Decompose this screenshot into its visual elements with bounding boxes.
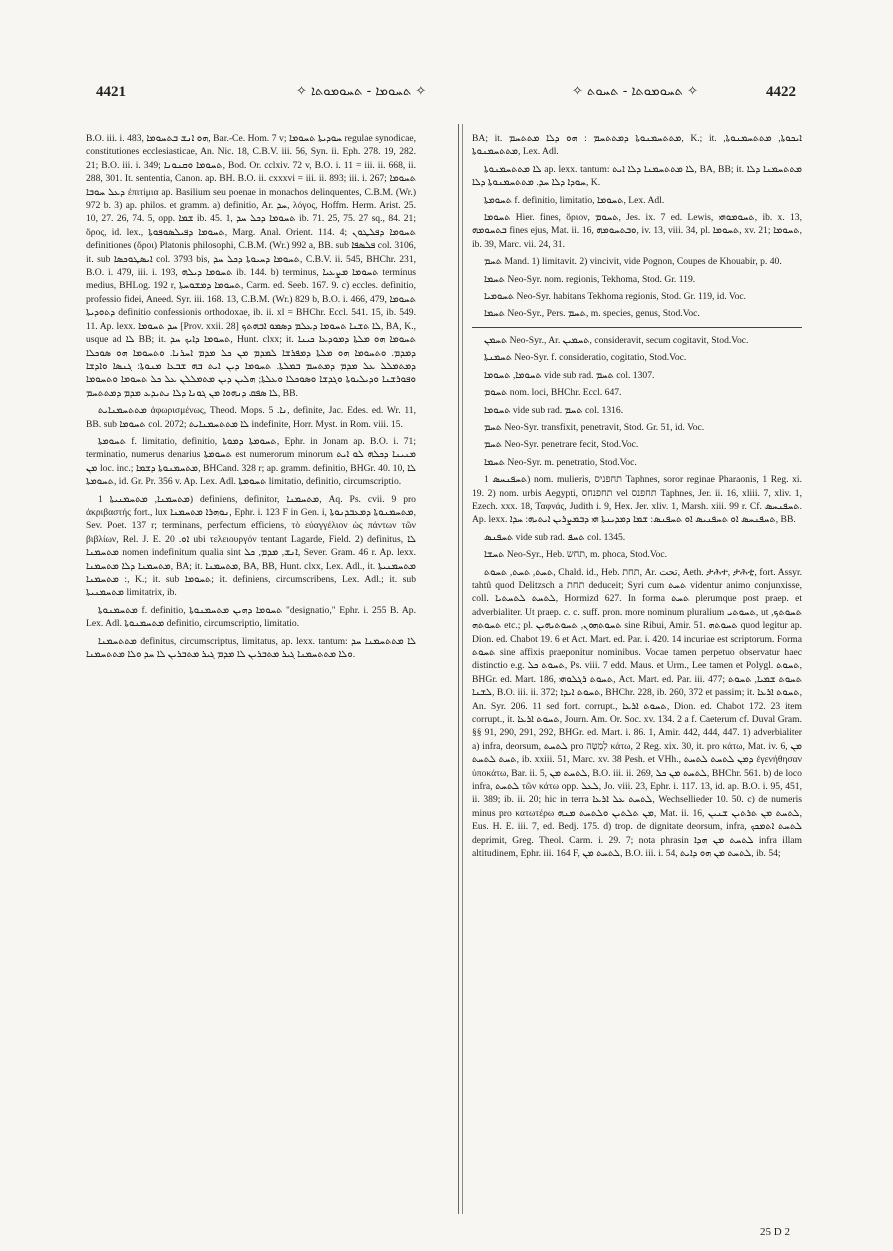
dictionary-entry: ܬܚܡ Neo-Syr. penetrare fecit, Stod.Voc. [484,439,639,451]
column-divider-inner [462,124,463,1214]
page-header [96,84,796,114]
dictionary-entry: ܬܚܦܢܣ vide sub rad. ܬܚܦ col. 1345. [484,531,626,543]
left-page-number: 4421 [96,84,126,100]
dictionary-entry: ܬܚܡܐ Neo-Syr. nom. regionis, Tekhoma, Stod. Gr. 119. [484,273,696,285]
dictionary-entry: ܬܚܦܢܚܣ 1) nom. mulieris, תחפניס Taphnes, soror reginae Pharaonis, 1 Reg. xi. 19. 2) nom. urbis Aegypti, תחפנחס vel תחפנס Taphnes, Jer. ii. 16, xliii. 7, xliv. 1, Ezech. xxx. 18, Ταφνάς, Judith i. 9, Hex. Jer. xliv. 1, Marsh. xiii. 99 r. Cf. ܬܚܦܢܚܣ. Ap. lexx. ܬܚܦܢܚܣ ܐܘ ܬܚܦܢܝܣ ܐܘ ܬܚܦܢܣ: ܫܡܐ ܕܡܕܝܢܬܐ ܗܝ ܕܒܡܨܪܝܢ ܐܝܬܝܗ: ܚܕܐ, BB. [472,474,802,526]
dictionary-entry: ܬܚܡܢܬܐ Neo-Syr. f. consideratio, cogitatio, Stod.Voc. [484,352,687,364]
dictionary-entry: ܡܬܬܚܡܢܐܝܬ ἀφωρισμένως, Theod. Mops. ܢܐ. 5, definite, Jac. Edes. ed. Wr. 11, BB. sub ܬܚܘܡܐ col. 2072; ܠܐ ܡܬܬܚܡܢܐܝܬ indefinite, Horr. Myst. in Rom. viii. 15. [86,405,416,430]
signature-mark: 25 D 2 [760,1226,790,1238]
dictionary-entry: ܬܚܘܡܐ Hier. fines, ὅριον, ܬܚܘܡ, Jes. ix. 7 ed. Lewis, ܬܚܘܡܘܗܝ, ib. x. 13, ܒܬܚܘܡܗ fines ejus, Mat. ii. 16, ܘܒܬܚܘܡܗ, iv. 13, viii. 34, pl. ܬܚܘܡܐ, xv. 21; ܬܚܘܡܐ, ib. 39, Marc. vii. 24, 31. [472,212,802,250]
left-running-head: ✧ ܬܚܘܡܐ - ܬܚܘܡܘܬܐ ✧ [296,84,427,99]
dictionary-entry: ܬܚܡܐ Neo-Syr. m. penetratio, Stod.Voc. [484,456,637,468]
right-page-number: 4422 [766,84,796,100]
right-running-head: ✧ ܬܚܘܡܘܬܐ - ܬܚܘܬ ✧ [572,84,698,99]
dictionary-entry: ܬܚܡܐ Neo-Syr., Pers. ܬܚܡ, m. species, genus, Stod.Voc. [484,308,700,320]
dictionary-entry: ܠܐ ܡܬܬܚܡܢܘܬܐ ap. lexx. tantum: ܠܐ ܡܬܬܚܡܢܐ ܕܠܐ ܐܝܬ, BA, BB; it. ܡܬܬܚܡܢܐ ܕܠܐ ܚܘܕܐ ܕܠܐ ܚܕ. ܡܬܬܚܡܢܘܬܐ ܕܠܐ, K. [472,163,802,189]
dictionary-entry: ܬܚܘܡ nom. loci, BHChr. Eccl. 647. [484,387,622,399]
dictionary-entry: ܬܚܘܡܬܐ f. limitatio, definitio, ܬܚܘܡܬܐ ܕܡܘܬܐ, Ephr. in Jonam ap. B.O. i. 71; terminatio, numerus denarius ܬܚܘܡܬܐ est numerorum minorum ܡܢܝܢܐ ܕܟܠܗ ܠܘ ܐܝܬ ܡܢ loc. inc.; ܡܬܚܡܢܘܬܐ ܕܫܡܐ, BHCand. 328 r; ap. gramm. definitio, BHGr. 40. 10, ܠܐ ܬܚܘܡܬܐ, id. Gr. Pr. 356 v. Ap. Lex. Adl. ܬܚܘܡܬܐ limitatio, definitio, circumscriptio. [86,435,416,488]
dictionary-entry: ܡܬܚܡܢܘܬܐ f. definitio, ܬܚܘܡܐ ܕܗܝܢ ܡܬܚܡܢܘܬܐ "designatio," Ephr. i. 255 B. Ap. Lex. Adl. ܡܬܚܡܢܘܬܐ definitio, circumscriptio, limitatio. [86,604,416,630]
left-column [86,132,416,1202]
column-divider [458,124,459,1214]
section-rule [472,327,802,328]
dictionary-entry: B.O. iii. i. 483, ܗܘ ܐܢܫ ܒܬܚܘܡܐ, Bar.-Ce. Hom. 7 v; ܚܘܕܝܬܐ ܬܚܘܡܐ regulae synodicae, constitutiones ecclesiasticae, An. Nic. 18, C.B.V. iii. 56, Syn. ii. Eph. 278. 19, 282. 21; B.O. iii. i. 349; ܬܚܘܡܐ ܘܩܢܘܢܐ, Bod. Or. cclxiv. 72 v, B.O. i. 11 = iii. ii. 668, ii. 288, 301. It. sententia, Canon. ap. BH. B.O. ii. cxxxvi = iii. ii. 893; iii. i. 267; ܬܚܘܡܐ ܕܥܠ ܚܘܒܐ ἐπιτίμια ap. Basilium seu poenae in monachos delinquentes, C.B.M. (Wr.) 972 b. 3) ap. philos. et gramm. a) definitio, Ar. ܚܕ, λόγος, Hoffm. Herm. Arist. 25. 10, 27. 26, 74. 5, opp. ܫܡܐ ib. 45. 1, ܬܚܘܡܐ ܕܟܠ ܚܕ ib. 71. 25, 75. 27 sq., 84. 21; ὅρος, id. lex., ܬܚܘܡܐ ܕܦܝܠܣܘܦܘܬܐ, Marg. Anal. Orient. 114. 4; ܬܚܘܡܐ ܕܦܠܛܘܢ definitiones (ὅροι) Platonis philosophi, C.B.M. (Wr.) 992 a, BB. sub ܦܠܣܦܐ col. 3106, it. sub ܐܝܣܛܘܟܣܐ col. 3793 bis, ܬܚܘܡܐ ܕܚܝܘܬܐ ܕܟܠ ܚܕ, C.B.V. ii. 545, BHChr. 231, B.O. i. 479, iii. i. 193, ܬܚܘܡܐ ܕܝܠܗ ib. 144. b) terminus, ܬܚܘܡܐ ܡܨܥܝܐ terminus medius, BHLog. 192 r, ܬܚܘܡܐ ܕܡܫܘܚܬܐ, Carm. ed. Seeb. 167. 9. c) eccles. definitio, professio fidei, Aneed. Syr. iii. 168. 13, C.B.M. (Wr.) 829 b, B.O. i. 466, 479, ܬܚܘܡܐ ܕܬܘܕܝܬܐ definitio confessionis orthodoxae, ib. ii. xl = BHChr. Eccl. 541. 15, ib. 549. 11. Ap. lexx. ܚܕ ܬܚܘܡܐ [Prov. xxii. 28] ܠܐ ܬܫܢܐ ܬܚܘܡܐ ܕܥܠܡ ܕܣܡܘ ܐܒܗܬܟ, BA, K., usque ad ܠܐ BB; it. ܬܚܘܡܐ ܕܐܝܟ ܚܕ, Hunt. clxx; it. ܬܚܘܡܐ ܗܘ ܡܠܬܐ ܕܡܘܕܥܐ ܟܝܢܐ ܕܡܕܡ. ܘܬܚܘܡܐ ܗܘ ܡܠܬܐ ܕܡܦܪܫܐ ܠܡܕܡ ܡܢ ܟܠ ܡܕܡ ܐܚܪܢܐ. ܘܬܚܘܡܐ ܗܘ ܣܘܟܠܐ ܕܡܬܡܠܠ ܥܠ ܡܕܡ ܕܡܬܚܡ ܒܡܠܬܐ. ܬܚܘܡܐ ܕܝܢ ܐܝܬ ܒܗ ܫܒܥܐ ܡܢܘܬܐ: ܓܢܣܐ ܘܐܕܫܐ ܘܦܘܪܫܢܐ ܘܕܝܠܝܘܬܐ ܘܓܕܫܐ ܘܣܘܟܠܐ ܘܥܠܬܐ; ܗܠܝܢ ܕܝܢ ܡܬܡܠܠܢ ܥܠ ܟܠ ܬܚܘܡܐ ܘܬܚܘܡܐ ܠܐ ܣܦܩ ܕܢܗܘܐ ܡܢ ܓܘܢܐ ܕܠܐ ܢܬܝܕܥ ܡܕܡ ܕܡܬܬܚܡ, BB. [86,133,416,399]
dictionary-entry: ܬܚܬ, ܬܚܬ, ܬܚܘܬ, Chald. id., Heb. תחת, Ar. تحت, Aeth. ታሕተ, ታሕቲ, fort. Assyr. tahtû quod Delitzsch a תחת deduceit; Syri cum ܬܚܬ videntur animo conjunxisse, coll. ܠܬܚܬ ܠܬܚܬܝܐ, Hormizd 627. In forma ܬܚܬ plerumque post praep. et adverbialiter. Ut praep. c. c. suff. pron. more nominum pluralium ܬܚܘܬܝ, ut ܬܚܘܬܟ, ܬܚܘܬܗ etc.; pl. ܬܚܘܬܗܘܢ, ܬܚܘܬܝܗܝܢ sine Ribui, Amir. 51. ܬܚܘܬܗ quod legitur ap. Dion. ed. Chabot 19. 6 et Act. Mart. ed. Par. i. 420. 14 incuriae est scriptorum. Forma ܬܚܘܬ sine affixis praeponitur nominibus. Vocae tamen perpetuo observatur haec distinctio e.g. ܬܚܘܬ ܟܠ, Ps. viii. 7 edd. Maus. et Urm., Lee tamen et Polygl. ܬܚܘܬ, BHGr. ed. Mart. 186, ܬܚܘܬ ܪܓܠܘܗܝ, Act. Mart. ed. Par. iii. 477; ܬܚܘܬ ܫܡܝܐ, ܬܚܘܬ ܠܫܢܐ, B.O. iii. ii. 372; ܬܚܘܬ ܐܝܕܐ, BHChr. 228, ib. 260, 372 et passim; it. ܬܚܘܬ ܐܪܥܐ, An. Syr. 206. 11 sed fort. corrupt., ܬܚܘܬ ܐܪܥܐ, Dion. ed. Chabot 172. 23 item corrupt., it. ܬܚܘܬ ܐܪܥܐ, Journ. Am. Or. Soc. xv. 134. 2 a f. Caeterum cf. Duval Gram. §§ 91, 290, 291, 292, BHGr. ed. Mart. i. 86. 1, Amir. 442, 444, 447. 1) adverbialiter a) infra, deorsum, ܠܬܚܬ pro לְמַטָּה κάτω, 2 Reg. xix. 30, it. pro κάτω, Mat. iv. 6, ܡܢ ܬܚܬ ܠܬܚܬ, ib. xxiii. 51, Marc. xv. 38 Pesh. et VHh., ܕܡܢ ܠܬܚܬ ܠܬܚܬ ἐγενήθησαν ὑποκάτω, Bar. ii. 5, ܠܬܚܬ ܡܢ, B.O. iii. ii. 269, ܠܬܚܬ ܡܢ ܟܠ, BHChr. 561. b) de loco infra, ܠܬܚܬ τῶν κάτω opp. ܠܥܠ, Jo. viii. 23, Ephr. i. 117. 13, id. ap. B.O. i. 95, 451, ii. 389; ib. ii. 20; hic in terra ܠܬܚܬ ܥܠ ܐܪܥܐ, Wechsellieder 10. 50. c) de numeris minus pro κατωτέρω ܡܢ ܬܠܬܝܢ ܘܠܬܚܬ ܡܢܗ, Mat. ii. 16, ܠܬܚܬ ܡܢ ܬܪܬܝܢ ܫܢܝܢ, Eus. H. E. iii. 7, ed. Bedj. 175. d) trop. de dignitate deorsum, infra, ܠܬܚܬ ܐܬܡܟܟ deprimit, Greg. Theol. Carm. i. 29. 7; nota phrasin ܠܬܚܬ ܡܢ ܗܕܐ infra illam altitudinem, Ephr. iii. 164 F, ܠܬܚܬ ܡܢ, B.O. iii. i. 54, ܠܬܚܬ ܡܢ ܗܘ ܕܐܝܬ, ib. 54; [472,566,802,860]
dictionary-entry: ܬܚܘܡܐ vide sub rad. ܬܚܡ col. 1316. [484,404,624,416]
dictionary-entry: ܬܚܘܡܐ, ܬܚܘܡܐ vide sub rad. ܬܚܡ col. 1307. [484,369,655,381]
dictionary-entry: ܡܬܚܡܢܐ, ܡܬܚܡܢܝܬܐ 1) definiens, definitor, ܡܬܚܡܢܐ, Aq. Ps. cvii. 9 pro ἀκριβαστής fort., lux ܢܘܗܪܐ ܡܬܚܡܢܐ, Ephr. i. 123 F in Gen. i, ܡܬܚܡܢܘܬܐ ܕܡܥܒܕܢܘܬܐ, Sev. Poet. 137 r; terminans, perfectum efficiens, τὸ εὐαγγέλιον ὡς πάντων τῶν βιβλίων, Rel. J. E. ܐܘ. 20 ubi τελειουργόν tentant Lagarde, Field. 2) definitus, ܠܐ ܡܬܚܡܢܐ nomen indefinitum qualia sint ܐܢܫ, ܡܕܡ, ܟܠ, Sever. Gram. 46 r. Ap. lexx. ܡܬܚܡܢܐ ܕܠܐ ܡܬܚܡܢܐ, BA; it. ܡܬܚܡܢܐ, BA, BB, Hunt. clxx, Lex. Adl., it. ܡܬܚܡܢܝܬܐ : ܡܬܚܡܢܐ, K.; it. sub ܬܚܘܡܐ; it. definiens, circumscribens, Lex. Adl.; it. sub ܡܬܚܡܢܝܬܐ limitatrix, ib. [86,493,416,599]
dictionary-entry: ܬܚܫܐ Neo-Syr., Heb. תחש, m. phoca, Stod.Voc. [484,549,668,561]
dictionary-entry: ܬܚܘܡܬܐ f. definitio, limitatio, ܬܚܘܡܐ, Lex. Adl. [484,194,665,206]
dictionary-entry: ܬܚܡ Mand. 1) limitavit. 2) vincivit, vide Pognon, Coupes de Khouabir, p. 40. [484,256,782,268]
right-column [472,132,802,1202]
dictionary-entry: ܬܚܡܢ Neo-Syr., Ar. ܬܚܡܝܢ, consideravit, secum cogitavit, Stod.Voc. [484,334,749,346]
dictionary-entry: ܬܚܘܡܝܐ Neo-Syr. habitans Tekhoma regionis, Stod. Gr. 119, id. Voc. [484,291,747,303]
dictionary-entry: ܬܚܡ Neo-Syr. transfixit, penetravit, Stod. Gr. 51, id. Voc. [484,421,705,433]
dictionary-entry: BA; it. ܡܬܬܚܡܢܘܬܐ ܕܡܬܬܚܡ : ܗܘ ܕܠܐ ܡܬܬܚܡ, K.; it. ܐܝܟܘܬܐ, ܡܬܬܚܡܢܘܬܐ, ܡܬܬܚܡܢܘܬܐ, Lex. Adl. [472,133,802,158]
dictionary-entry: ܡܬܬܚܡܢܐ definitus, circumscriptus, limitatus, ap. lexx. tantum: ܠܐ ܡܬܬܚܡܢܐ ܚܕ ܘܠܐ ܡܬܬܚܡܢܐ ܓܝܪ ܡܬܒܪܝܢ ܠܐ ܡܕܡ ܓܝܪ ܡܬܒܪܝܢ ܠܐ ܚܕ ܘܠܐ ܡܬܬܚܡܢܐ. [86,635,416,661]
